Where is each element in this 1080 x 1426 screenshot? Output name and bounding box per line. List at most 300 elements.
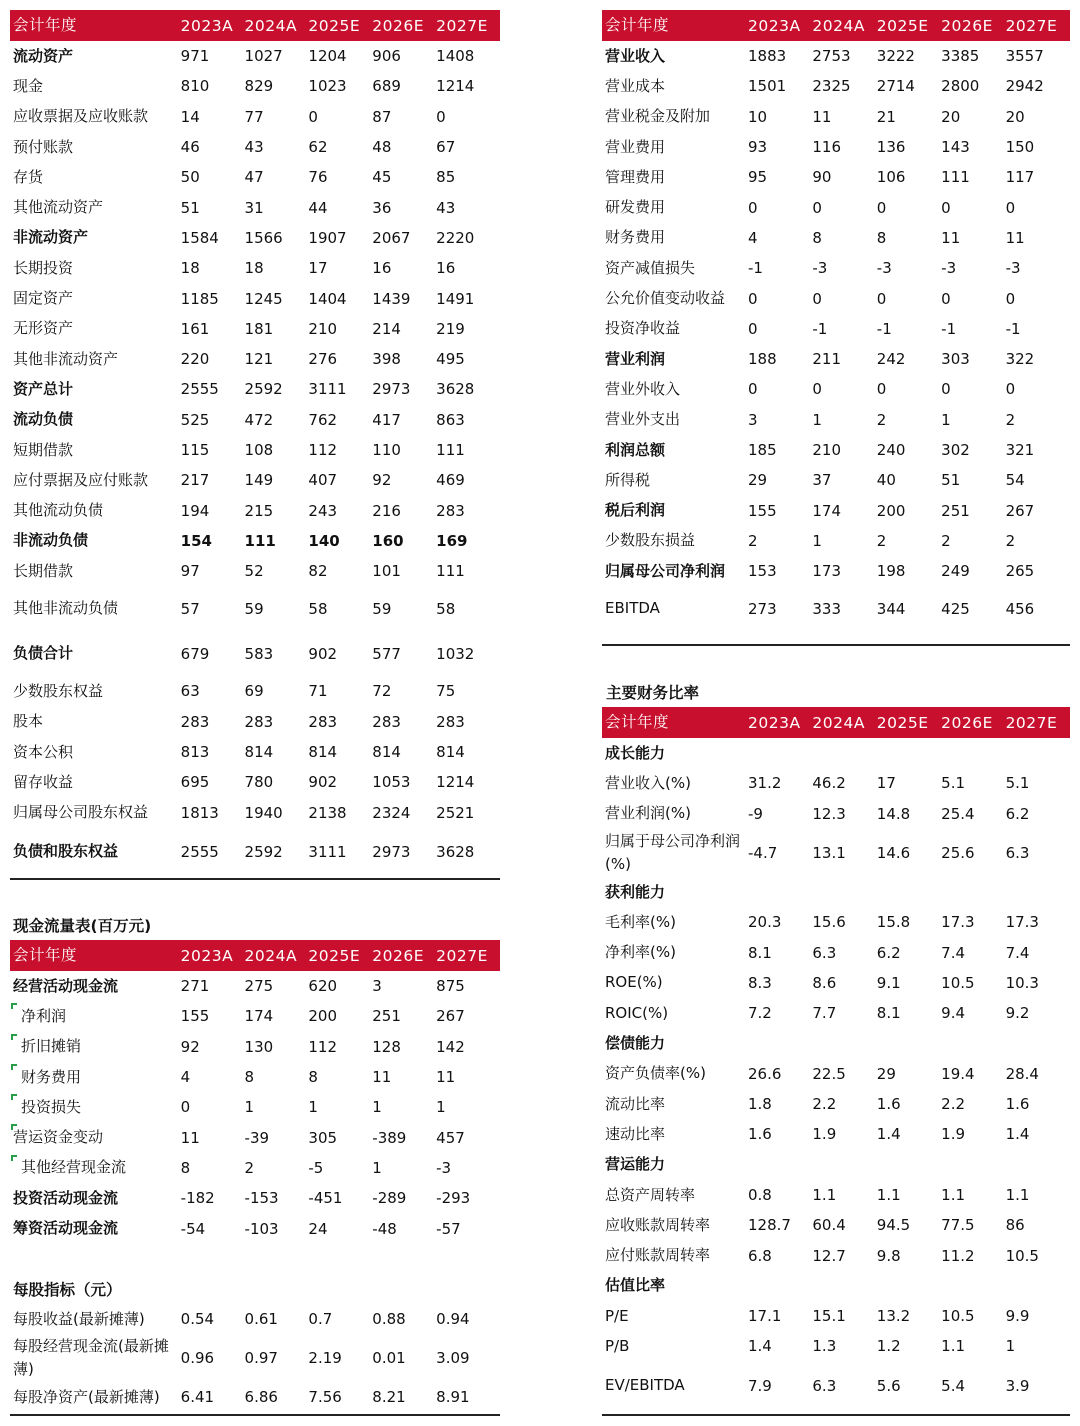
row-value: 6.8 — [748, 1246, 772, 1265]
row-label: 研发费用 — [605, 198, 666, 217]
row-value: 60.4 — [812, 1216, 846, 1235]
row-value: 1491 — [436, 289, 475, 308]
row-value: 155 — [180, 1007, 210, 1026]
row-label: 应付账款周转率 — [605, 1246, 711, 1265]
row-value: 2 — [876, 531, 887, 550]
row-value: 1584 — [180, 228, 219, 247]
table-row — [602, 877, 1070, 907]
row-label: 归属于母公司净利润(%) — [605, 831, 741, 873]
row-value: 111 — [244, 531, 276, 550]
header-year: 2027E — [436, 16, 488, 35]
row-value: 1.2 — [876, 1337, 901, 1356]
row-value: 1813 — [180, 803, 219, 822]
row-value: 273 — [748, 599, 777, 618]
income-bottom-rule — [602, 644, 1070, 646]
row-value: 40 — [876, 471, 896, 490]
ratios-title: 主要财务比率 — [606, 684, 700, 702]
row-value: -1 — [1005, 319, 1021, 338]
row-label: ROE(%) — [605, 973, 663, 992]
table-row — [602, 1028, 1070, 1058]
row-value: 7.56 — [308, 1388, 342, 1407]
row-value: 19.4 — [941, 1064, 975, 1083]
row-value: 37 — [812, 471, 832, 490]
table-row — [602, 1331, 1070, 1361]
row-value: 243 — [308, 501, 338, 520]
row-value: 2592 — [244, 842, 283, 861]
row-value: 45 — [372, 168, 392, 187]
table-row — [602, 768, 1070, 798]
row-value: 16 — [436, 259, 456, 278]
cell-comment-marker — [11, 1064, 17, 1070]
row-label: 应付票据及应付账款 — [13, 470, 149, 489]
header-year: 2026E — [941, 713, 993, 732]
ratios-table — [602, 707, 1070, 1410]
header-year: 2023A — [748, 16, 801, 35]
row-value: 2592 — [244, 380, 283, 399]
row-value: 283 — [244, 712, 274, 731]
row-label: 存货 — [13, 167, 44, 186]
table-row — [602, 526, 1070, 556]
row-value: 10.3 — [1005, 973, 1039, 992]
table-row — [602, 556, 1070, 586]
table-row — [10, 1183, 500, 1213]
row-value: 6.3 — [1005, 843, 1030, 862]
table-row — [602, 405, 1070, 435]
row-value: 214 — [372, 319, 401, 338]
row-value: 3222 — [876, 47, 915, 66]
table-row — [602, 71, 1070, 101]
row-label: 投资净收益 — [605, 319, 681, 338]
row-value: 251 — [941, 501, 970, 520]
row-value: 417 — [372, 410, 401, 429]
table-row — [10, 465, 500, 495]
row-value: 220 — [180, 350, 210, 369]
row-label: 营业税金及附加 — [605, 107, 711, 126]
row-value: 6.86 — [244, 1388, 278, 1407]
row-label: 利润总额 — [605, 440, 666, 459]
row-value: 128.7 — [748, 1216, 791, 1235]
row-label: 应收票据及应收账款 — [13, 107, 149, 126]
row-value: 780 — [244, 773, 274, 792]
cashflow-table — [10, 940, 500, 1244]
row-value: 2521 — [436, 803, 475, 822]
row-value: -3 — [436, 1158, 452, 1177]
table-row — [10, 132, 500, 162]
row-value: 271 — [180, 977, 210, 996]
row-value: 810 — [180, 77, 210, 96]
row-value: -5 — [308, 1158, 324, 1177]
row-value: 283 — [436, 501, 465, 520]
table-row — [602, 223, 1070, 253]
row-value: 26.6 — [748, 1064, 782, 1083]
cell-comment-marker — [11, 1003, 17, 1009]
row-value: 1.3 — [812, 1337, 837, 1356]
row-label: 筹资活动现金流 — [13, 1219, 119, 1238]
header-year: 2026E — [941, 16, 993, 35]
row-label: 财务费用 — [21, 1067, 82, 1086]
row-label: 所得税 — [605, 470, 651, 489]
table-row — [10, 556, 500, 586]
row-label: 长期借款 — [13, 561, 74, 580]
table-row — [10, 631, 500, 676]
row-label: 营业外收入 — [605, 379, 681, 398]
row-value: 142 — [436, 1037, 465, 1056]
table-row — [10, 344, 500, 374]
row-value: 0.61 — [244, 1310, 278, 1329]
row-value: 0.8 — [748, 1186, 772, 1204]
row-value: 72 — [372, 682, 392, 701]
row-value: 185 — [748, 441, 777, 459]
row-value: 200 — [308, 1007, 338, 1026]
row-value: 425 — [941, 599, 970, 618]
table-row — [602, 907, 1070, 937]
row-value: 200 — [876, 501, 906, 520]
row-label: 固定资产 — [13, 289, 74, 308]
header-label: 会计年度 — [605, 713, 670, 731]
row-value: 77 — [244, 107, 264, 126]
row-value: 1940 — [244, 803, 283, 822]
row-value: 8 — [244, 1068, 255, 1087]
row-value: -293 — [436, 1189, 471, 1208]
row-label: 资产负债率(%) — [605, 1064, 706, 1083]
row-label: 净利率(%) — [605, 943, 676, 962]
row-value: 2 — [244, 1158, 255, 1177]
row-value: 303 — [941, 350, 970, 369]
row-label: 负债和股东权益 — [13, 842, 119, 861]
row-value: 456 — [1005, 599, 1035, 618]
row-value: 251 — [372, 1007, 401, 1026]
row-value: 0.94 — [436, 1310, 470, 1329]
header-year: 2024A — [244, 16, 298, 35]
row-value: 762 — [308, 410, 338, 429]
row-value: 1907 — [308, 228, 347, 247]
table-row — [602, 1180, 1070, 1210]
row-label: 非流动负债 — [13, 531, 89, 550]
row-value: 267 — [436, 1007, 465, 1026]
row-value: 0.01 — [372, 1349, 406, 1368]
row-label: 管理费用 — [605, 167, 666, 186]
row-value: 210 — [812, 441, 842, 459]
table-row — [602, 102, 1070, 132]
row-value: 48 — [372, 138, 392, 157]
row-value: 283 — [180, 712, 210, 731]
row-value: 814 — [244, 743, 274, 762]
row-label: 速动比率 — [605, 1124, 666, 1143]
row-value: 2.2 — [812, 1095, 837, 1114]
row-value: 62 — [308, 138, 328, 157]
row-value: 111 — [436, 562, 465, 581]
row-value: 17.1 — [748, 1307, 782, 1326]
row-value: 1439 — [372, 289, 411, 308]
row-value: 29 — [748, 471, 768, 490]
per-share-title: 每股指标（元） — [13, 1281, 122, 1299]
row-value: 1501 — [748, 77, 787, 96]
table-row — [10, 737, 500, 767]
row-value: 1 — [941, 410, 951, 429]
row-value: 1883 — [748, 47, 787, 66]
row-value: 0.96 — [180, 1349, 215, 1368]
table-row — [10, 223, 500, 253]
row-label: 营运资金变动 — [13, 1128, 104, 1147]
table-row — [602, 1059, 1070, 1089]
row-value: 90 — [812, 168, 832, 187]
row-label: 每股净资产(最新摊薄) — [13, 1387, 160, 1406]
row-label: 偿债能力 — [605, 1034, 666, 1053]
row-value: 210 — [308, 319, 338, 338]
row-value: 5.4 — [941, 1376, 966, 1395]
table-row — [602, 937, 1070, 967]
row-value: 577 — [372, 644, 401, 663]
cell-comment-marker — [11, 1034, 17, 1040]
table-row — [602, 968, 1070, 998]
row-label: 总资产周转率 — [605, 1185, 696, 1204]
row-value: -9 — [748, 804, 763, 823]
row-value: -3 — [1005, 259, 1021, 278]
row-value: 17.3 — [1005, 913, 1039, 932]
row-value: 58 — [436, 599, 456, 618]
table-row — [10, 798, 500, 828]
row-value: 2555 — [180, 380, 219, 399]
row-value: 620 — [308, 977, 338, 996]
row-value: 117 — [1005, 168, 1035, 187]
row-label: 长期投资 — [13, 258, 74, 277]
row-value: 457 — [436, 1128, 465, 1147]
row-value: 333 — [812, 599, 842, 618]
row-value: 7.7 — [812, 1004, 837, 1023]
row-value: -39 — [244, 1128, 270, 1147]
table-row — [602, 41, 1070, 71]
table-row — [10, 707, 500, 737]
row-value: 814 — [308, 743, 338, 762]
row-value: 267 — [1005, 501, 1035, 520]
row-value: 11 — [436, 1068, 456, 1087]
table-row — [10, 495, 500, 525]
row-value: 2555 — [180, 842, 219, 861]
row-value: -1 — [812, 319, 828, 338]
row-value: 1032 — [436, 644, 475, 663]
row-value: 59 — [244, 599, 264, 618]
row-value: 283 — [372, 712, 401, 731]
table-row — [10, 1122, 500, 1152]
row-value: 11 — [180, 1128, 200, 1147]
row-label: 其他非流动资产 — [13, 349, 119, 368]
row-value: 43 — [436, 198, 456, 217]
table-row — [602, 314, 1070, 344]
row-value: 108 — [244, 441, 274, 459]
row-value: 1185 — [180, 289, 219, 308]
row-label: 成长能力 — [605, 743, 666, 762]
row-value: 3111 — [308, 842, 347, 861]
row-value: 7.2 — [748, 1004, 772, 1023]
row-value: 47 — [244, 168, 264, 187]
row-value: 8.21 — [372, 1388, 406, 1407]
table-row — [10, 192, 500, 222]
row-value: 3628 — [436, 380, 475, 399]
row-value: 20.3 — [748, 913, 782, 932]
row-value: 3 — [748, 410, 758, 429]
row-value: 94.5 — [876, 1216, 911, 1235]
table-row — [10, 405, 500, 435]
row-label: 归属母公司股东权益 — [13, 803, 149, 822]
header-year: 2024A — [812, 713, 865, 732]
row-value: 115 — [180, 441, 210, 459]
row-value: 0 — [748, 289, 758, 308]
table-row — [602, 1150, 1070, 1180]
row-value: 2800 — [941, 77, 980, 96]
row-value: 249 — [941, 562, 970, 581]
row-value: 3.9 — [1005, 1376, 1030, 1395]
row-value: 1.6 — [876, 1095, 901, 1114]
row-value: -389 — [372, 1128, 407, 1147]
row-value: 2714 — [876, 77, 915, 96]
row-label: 少数股东损益 — [605, 531, 696, 550]
table-row — [10, 1304, 500, 1334]
row-label: 估值比率 — [605, 1276, 666, 1295]
header-year: 2027E — [1005, 713, 1058, 732]
row-value: 5.1 — [1005, 774, 1030, 793]
table-row — [10, 1213, 500, 1243]
row-value: 15.6 — [812, 913, 846, 932]
row-value: 15.8 — [876, 913, 911, 932]
row-label: ROIC(%) — [605, 1003, 669, 1022]
row-value: 0 — [812, 198, 822, 217]
table-row — [10, 1382, 500, 1412]
row-value: -3 — [812, 259, 828, 278]
row-value: 8.1 — [876, 1004, 901, 1023]
row-value: 9.2 — [1005, 1004, 1030, 1023]
row-value: 1.4 — [876, 1125, 901, 1144]
row-value: -57 — [436, 1219, 461, 1238]
row-value: 0 — [180, 1098, 191, 1117]
row-label: 营业利润 — [605, 349, 666, 368]
row-label: 其他非流动负债 — [13, 599, 119, 618]
row-value: 54 — [1005, 471, 1025, 490]
header-year: 2025E — [876, 713, 929, 732]
row-value: 10 — [748, 107, 768, 126]
row-value: 71 — [308, 682, 328, 701]
row-value: 174 — [812, 501, 842, 520]
table-row — [10, 314, 500, 344]
row-value: 18 — [244, 259, 264, 278]
table-row — [602, 192, 1070, 222]
row-value: 1204 — [308, 47, 347, 66]
row-value: 8 — [812, 228, 822, 247]
row-value: -48 — [372, 1219, 397, 1238]
row-value: 3557 — [1005, 47, 1044, 66]
row-value: 2973 — [372, 842, 411, 861]
row-value: 7.4 — [941, 943, 966, 962]
table-row — [602, 344, 1070, 374]
row-value: 25.6 — [941, 843, 975, 862]
row-label: EBITDA — [605, 599, 660, 618]
row-value: 25.4 — [941, 804, 975, 823]
row-label: 营运能力 — [605, 1155, 666, 1174]
header-year: 2024A — [244, 946, 298, 965]
row-label: 流动资产 — [13, 46, 74, 65]
row-value: 2067 — [372, 228, 411, 247]
row-value: 829 — [244, 77, 274, 96]
header-label: 会计年度 — [13, 946, 78, 964]
row-value: 1404 — [308, 289, 347, 308]
row-value: 2.19 — [308, 1349, 342, 1368]
row-value: 9.9 — [1005, 1307, 1030, 1326]
row-value: 46 — [180, 138, 200, 157]
row-value: 283 — [308, 712, 338, 731]
row-label: 营业费用 — [605, 137, 666, 156]
row-value: 2942 — [1005, 77, 1044, 96]
cell-comment-marker — [11, 1094, 17, 1100]
row-value: 1.9 — [941, 1125, 966, 1144]
row-value: 0 — [748, 380, 758, 399]
row-value: 110 — [372, 441, 401, 459]
row-value: 17 — [308, 259, 328, 278]
row-value: 10.5 — [941, 1307, 975, 1326]
header-year: 2023A — [180, 946, 234, 965]
row-value: 11.2 — [941, 1246, 975, 1265]
row-value: 1 — [812, 531, 822, 550]
row-value: 0 — [436, 107, 446, 126]
row-value: 1053 — [372, 773, 411, 792]
row-label: 投资活动现金流 — [13, 1188, 119, 1207]
row-label: 其他经营现金流 — [21, 1158, 127, 1177]
row-value: 0.88 — [372, 1310, 406, 1329]
row-value: 902 — [308, 644, 338, 663]
table-row — [10, 1062, 500, 1092]
row-value: 143 — [941, 138, 970, 157]
row-value: 173 — [812, 562, 842, 581]
row-value: 10.5 — [941, 973, 975, 992]
row-value: 275 — [244, 977, 274, 996]
row-value: 6.3 — [812, 1376, 837, 1395]
header-year: 2027E — [436, 946, 488, 965]
row-label: 其他流动负债 — [13, 501, 104, 520]
row-value: 1023 — [308, 77, 347, 96]
row-value: 31 — [244, 198, 264, 217]
row-value: 0 — [941, 289, 951, 308]
row-value: 154 — [180, 531, 212, 550]
table-row — [10, 253, 500, 283]
row-value: -1 — [876, 319, 892, 338]
row-value: 1.4 — [1005, 1125, 1030, 1144]
row-value: 67 — [436, 138, 456, 157]
table-row — [10, 1153, 500, 1183]
row-value: 6.2 — [1005, 804, 1030, 823]
row-value: 13.2 — [876, 1307, 911, 1326]
row-value: 1 — [1005, 1337, 1016, 1356]
row-value: 11 — [372, 1068, 392, 1087]
table-header-row — [10, 940, 500, 971]
table-row — [10, 374, 500, 404]
table-row — [602, 738, 1070, 768]
row-value: 2 — [1005, 531, 1016, 550]
row-value: 136 — [876, 138, 906, 157]
row-value: 3 — [372, 977, 382, 996]
row-value: 240 — [876, 441, 906, 459]
row-value: 116 — [812, 138, 842, 157]
row-value: 1.6 — [1005, 1095, 1030, 1114]
row-value: 6.3 — [812, 943, 837, 962]
table-row — [10, 676, 500, 706]
table-row — [602, 283, 1070, 313]
row-label: 留存收益 — [13, 772, 74, 791]
row-label: 应收账款周转率 — [605, 1215, 711, 1234]
row-value: 2753 — [812, 47, 851, 66]
row-value: 153 — [748, 562, 777, 581]
row-value: 0.54 — [180, 1310, 215, 1329]
row-value: 525 — [180, 410, 210, 429]
row-value: 398 — [372, 350, 401, 369]
row-value: 8 — [180, 1158, 191, 1177]
